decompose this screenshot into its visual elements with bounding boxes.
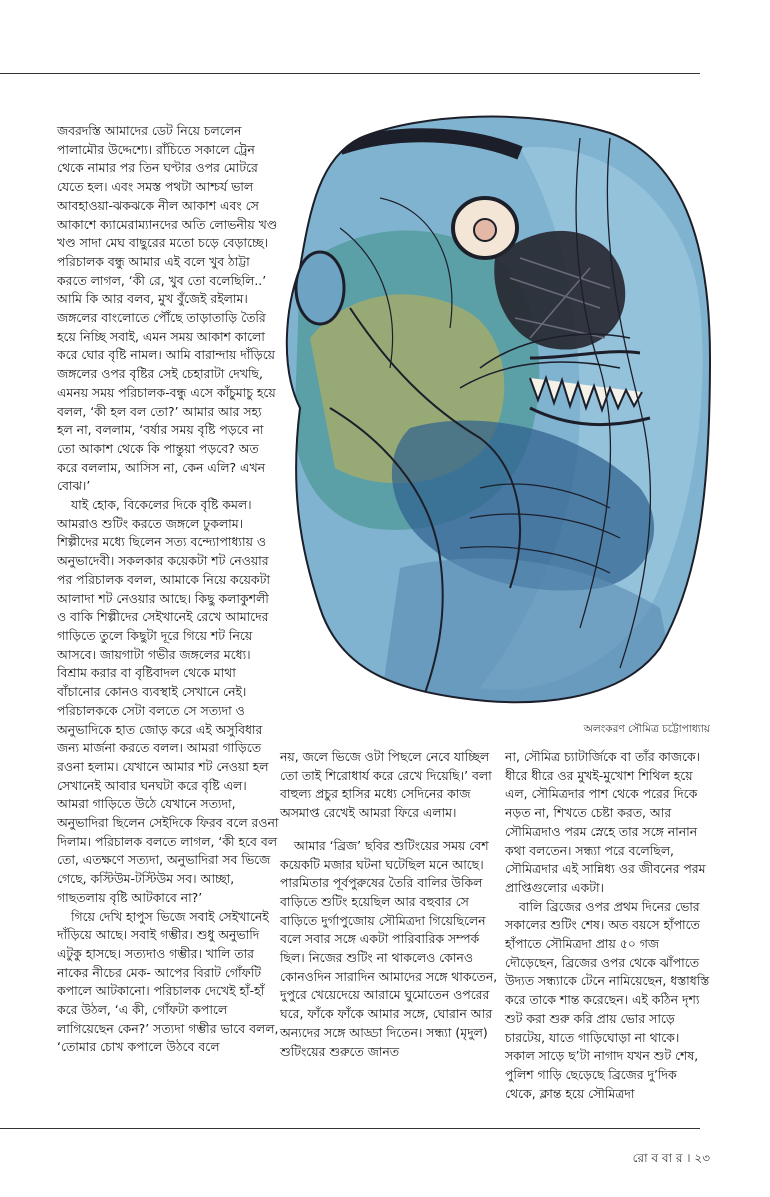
illustration-artwork [280,108,712,708]
paragraph: নয়, জলে ভিজে ওটা পিছলে নেবে যাচ্ছিল তো তাই শিরোধার্য করে রেখে দিয়েছি।’ বলা বাহুল্য প্রচুর হাসির মধ্যে সেদিনের কাজ অসমাপ্ত রেখেই আমরা ফিরে এলাম। [280,749,492,821]
footer-rule [0,1128,700,1129]
paragraph: বালি ব্রিজের ওপর প্রথম দিনের ভোর সকালের শুটিং শেষ। অত বয়সে হাঁপাতে হাঁপাতে সৌমিত্রদা প্রায় ৫০ গজ দৌড়েছেন, ব্রিজের ওপর থেকে ঝাঁপাতে উদ্যত সন্ধ্যাকে টেনে নামিয়েছেন, ধস্তাধস্তি করে তাকে শান্ত করেছেন। এই কঠিন দৃশ্য শুট করা শুরু করি প্রায় ভোর সাড়ে চারটেয়, যাতে গাড়িঘোড়া না থাকে। সকাল সাড়ে ছ’টা নাগাদ যখন শুট শেষ, পুলিশ গাড়ি ছেড়েছে ব্রিজের দু’দিক থেকে, ক্লান্ত হয়ে সৌমিত্রদা [505,898,710,1101]
article-column-2 [280,748,502,1061]
paragraph: জবরদস্তি আমাদের ডেট নিয়ে চললেন পালামৌর উদ্দেশ্যে। রাঁচিতে সকালে ট্রেন থেকে নামার পর তিন ঘণ্টার ওপর মোটরে যেতে হল। এবং সমস্ত পথটা আশ্চর্য ভাল আবহাওয়া-ঝকঝকে নীল আকাশ এবং সে আকাশে ক্যামেরাম্যানদের অতি লোভনীয় খণ্ড খণ্ড সাদা মেঘ বাছুরের মতো চড়ে বেড়াচ্ছে। পরিচালক বন্ধু আমার এই বলে খুব ঠাট্টা করতে লাগল, ‘কী রে, খুব তো বলেছিলি..’ আমি কি আর বলব, মুখ বুঁজেই রইলাম। জঙ্গলের বাংলোতে পৌঁছে তাড়াতাড়ি তৈরি হয়ে নিচ্ছি সবাই, এমন সময় আকাশ কালো করে ঘোর বৃষ্টি নামল। আমি বারান্দায় দাঁড়িয়ে জঙ্গলের ওপর বৃষ্টির সেই চেহারাটা দেখছি, এমনয় সময় পরিচালক-বন্ধু এসে কাঁচুমাচু হয়ে বলল, ‘কী হল বল তো?’ আমার আর সহ্য হল না, বললাম, ‘বর্ষার সময় বৃষ্টি পড়বে না তো আকাশ থেকে কি পান্তুয়া পড়বে? অত করে বললাম, আসিস না, কেন এলি? এখন বোঝ।’ [57,123,278,494]
paragraph: যাই হোক, বিকেলের দিকে বৃষ্টি কমল। আমরাও শুটিং করতে জঙ্গলে ঢুকলাম। শিল্পীদের মধ্যে ছিলেন সত্য বন্দ্যোপাধ্যায় ও অনুভাদেবী। সকলকার কয়েকটা শট নেওয়ার পর পরিচালক বলল, আমাকে নিয়ে কয়েকটা আলাদা শট নেওয়ার আছে। কিছু কলাকুশলী ও বাকি শিল্পীদের সেইখানেই রেখে আমাদের গাড়িতে তুলে কিছুটা দূরে গিয়ে শট নিয়ে আসবে। জায়গাটা গভীর জঙ্গলের মধ্যে। বিশ্রাম করার বা বৃষ্টিবাদল থেকে মাথা বাঁচানোর কোনও ব্যবস্থাই সেখানে নেই। পরিচালককে সেটা বলতে সে সত্যদা ও অনুভাদিকে হাত জোড় করে এই অসুবিধার জন্য মার্জনা করতে বলল। আমরা গাড়িতে রওনা হলাম। যেখানে আমার শট নেওয়া হল সেখানেই আবার ঘনঘটা করে বৃষ্টি এল। আমরা গাড়িতে উঠে যেখানে সত্যদা, অনুভাদিরা ছিলেন সেইদিকে ফিরব বলে রওনা দিলাম। পরিচালক বলতে লাগল, ‘কী হবে বল তো, এতক্ষণে সত্যদা, অনুভাদিরা সব ভিজে গেছে, কস্টিউম-টস্টিউম সব। আচ্ছা, গাছতলায় বৃষ্টি আটকাবে না?’ [57,497,279,905]
paragraph: না, সৌমিত্র চ্যাটার্জিকে বা তাঁর কাজকে। ধীরে ধীরে ওর মুখই-মুখোশ শিথিল হয়ে এল, সৌমিত্রদার পাশ থেকে পরের দিকে নড়ত না, শিখতে চেষ্টা করত, আর সৌমিত্রদাও পরম স্নেহে তার সঙ্গে নানান কথা বলতেন। সন্ধ্যা পরে বলেছিল, সৌমিত্রদার এই সান্নিধ্য ওর জীবনের পরম প্রাপ্তিগুলোর একটা। [505,749,706,895]
page-folio: রো ব বা র । ২৩ [632,1151,710,1165]
article-column-1 [57,122,279,1057]
article-column-3 [505,748,710,1103]
paragraph: আমার ‘ব্রিজ’ ছবির শুটিংয়ের সময় বেশ কয়েকটি মজার ঘটনা ঘটেছিল মনে আছে। পারমিতার পূর্বপুরুষের তৈরি বালির উকিল বাড়িতে শুটিং হয়েছিল আর বহুবার সে বাড়িতে দুর্গাপুজোয় সৌমিত্রদা গিয়েছিলেন বলে সবার সঙ্গে একটা পারিবারিক সম্পর্ক ছিল। নিজের শুটিং না থাকলেও কোনও কোনওদিন সারাদিন আমাদের সঙ্গে থাকতেন, দুপুরে খেয়েদেয়ে আরামে ঘুমোতেন ওপরের ঘরে, ফাঁকে ফাঁকে আমার সঙ্গে, ঘোরান আর অন্যদের সঙ্গে আড্ডা দিতেন। সন্ধ্যা (মৃদুল) শুটিংয়ের শুরুতে জানত [280,837,498,1059]
header-rule [0,73,700,74]
paragraph: গিয়ে দেখি হাপুস ভিজে সবাই সেইখানেই দাঁড়িয়ে আছে। সবাই গম্ভীর। শুধু অনুভাদি এটুকু হাসছে। সত্যদাও গম্ভীর। খালি তার নাকের নীচের মেক- আপের বিরাট গোঁফটি কপালে আটকানো। পরিচালক দেখেই হাঁ-হাঁ করে উঠল, ‘এ কী, গোঁফটা কপালে লাগিয়েছেন কেন?’ সত্যদা গম্ভীর ভাবে বলল, ‘তোমার চোখ কপালে উঠবে বলে [57,908,279,1055]
illustration [280,108,712,708]
illustration-caption: অলংকরণ সৌমিত্র চট্টোপাধ্যায় [583,723,710,735]
